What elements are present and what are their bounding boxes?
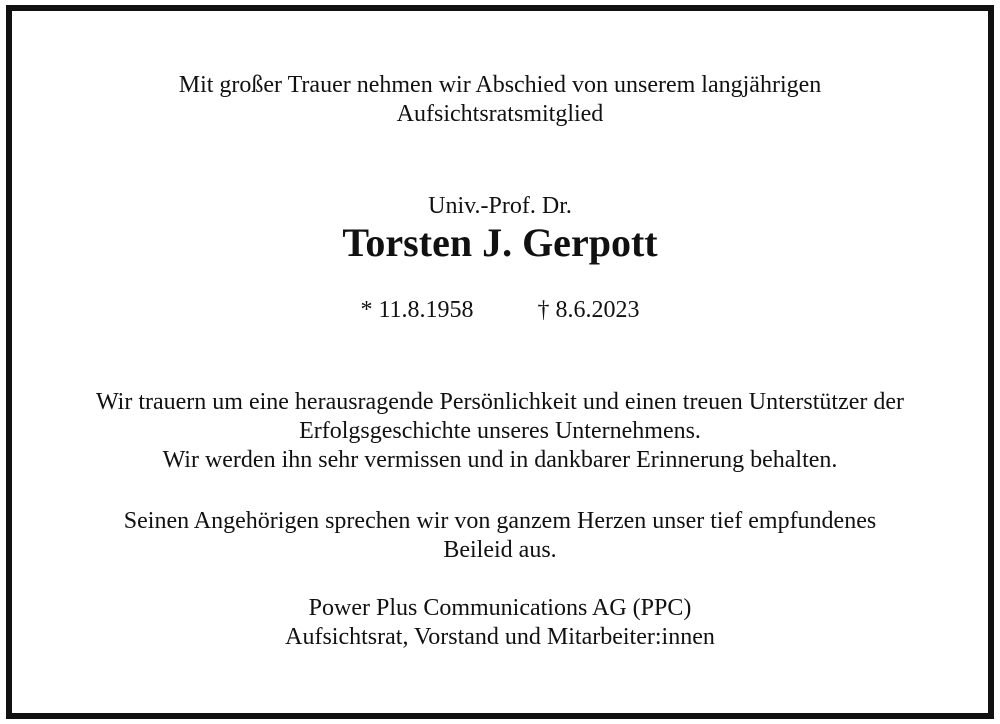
condolence-line-1: Seinen Angehörigen sprechen wir von ganzem Herzen unser tief empfundenes: [123, 508, 877, 534]
deceased-name: Torsten J. Gerpott: [342, 220, 658, 265]
tribute-line-1: Wir trauern um eine herausragende Persönlichkeit und einen treuen Unterstützer der: [95, 389, 905, 415]
intro-line-1: Mit großer Trauer nehmen wir Abschied von unserem langjährigen: [178, 72, 822, 98]
intro-line-2: Aufsichtsratsmitglied: [396, 101, 604, 127]
company-name: Power Plus Communications AG (PPC): [308, 595, 692, 621]
condolence-line-2: Beileid aus.: [443, 537, 557, 563]
tribute-line-2: Erfolgsgeschichte unseres Unternehmens.: [299, 418, 701, 444]
life-dates: [0, 296, 1000, 324]
academic-title: Univ.-Prof. Dr.: [428, 193, 572, 219]
death-date: † 8.6.2023: [537, 297, 640, 323]
birth-date: * 11.8.1958: [360, 297, 474, 323]
company-signatories: Aufsichtsrat, Vorstand und Mitarbeiter:innen: [285, 624, 715, 650]
tribute-line-3: Wir werden ihn sehr vermissen und in dankbarer Erinnerung behalten.: [162, 447, 838, 473]
